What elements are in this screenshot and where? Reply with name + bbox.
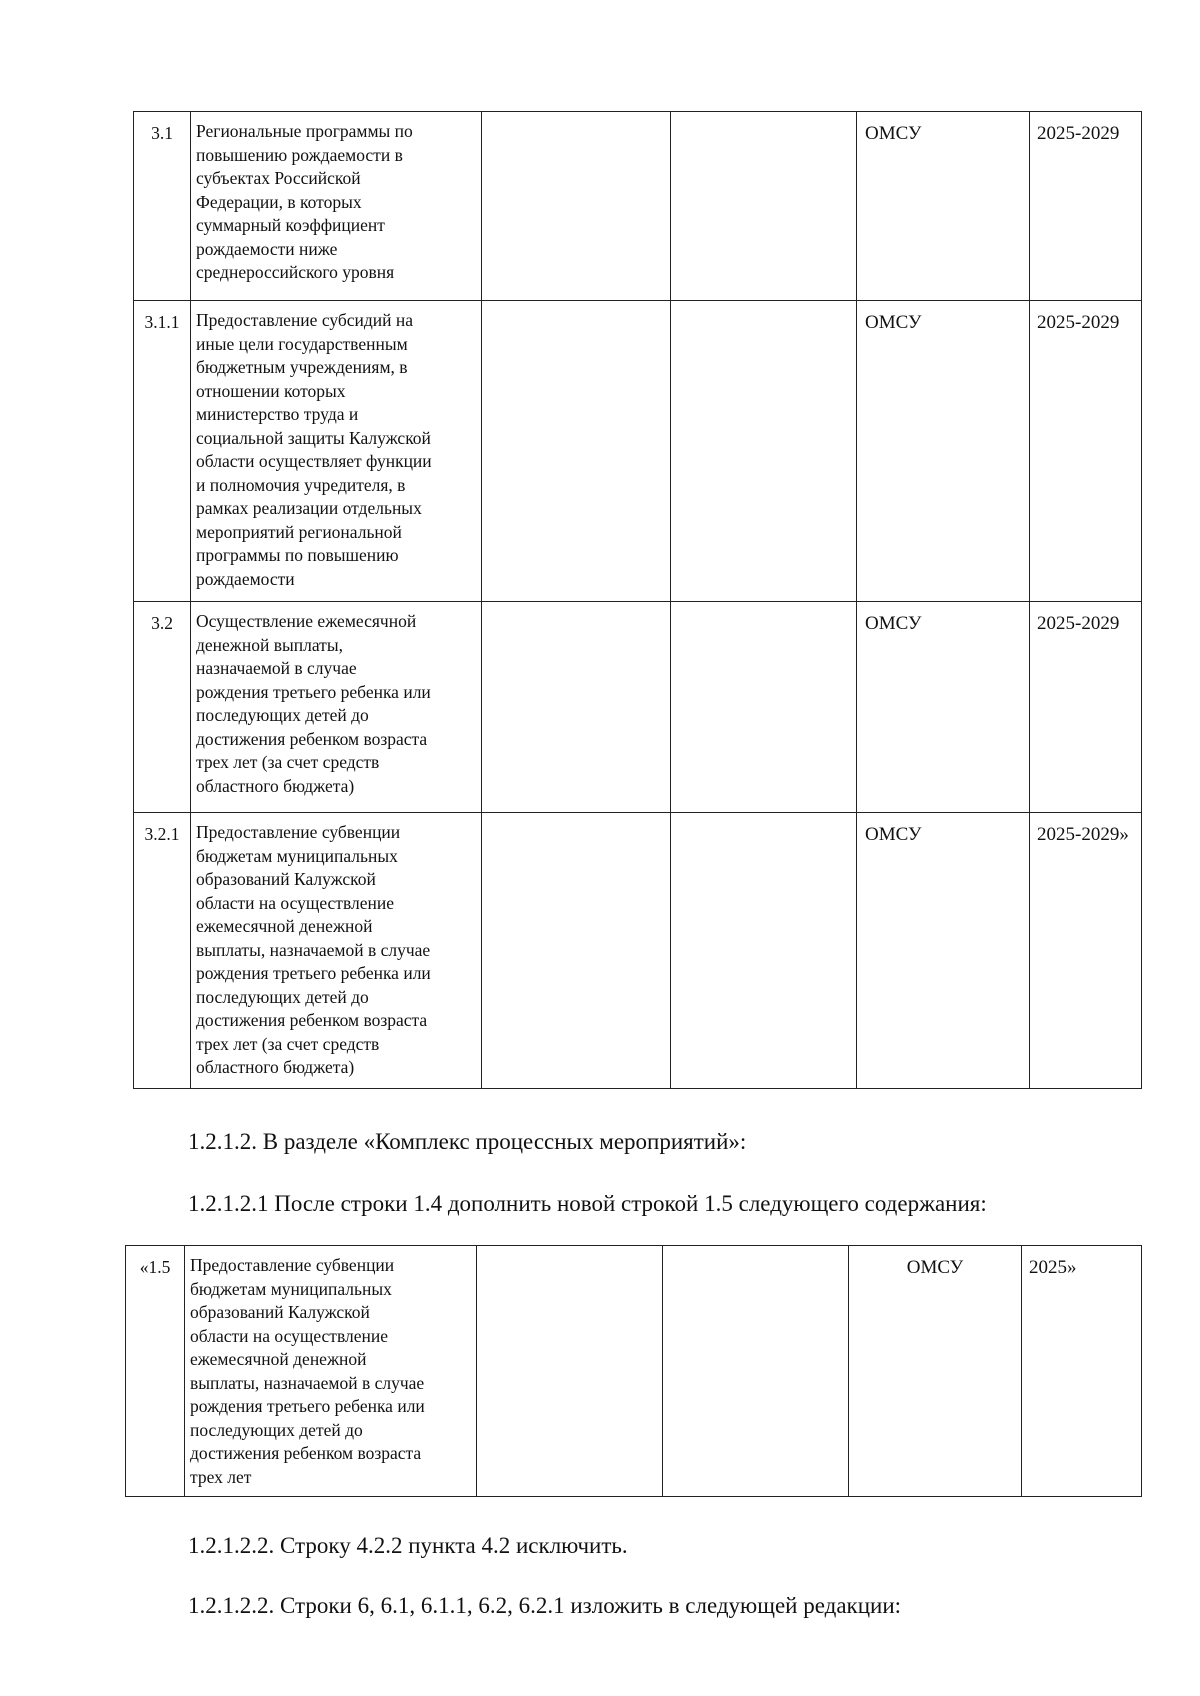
table-continuation xyxy=(133,111,1142,1089)
empty-cell xyxy=(482,813,671,1089)
table-row xyxy=(134,602,1142,813)
row-number: 3.2.1 xyxy=(134,813,191,1089)
table-row xyxy=(126,1246,1142,1497)
row-number: 3.1 xyxy=(134,112,191,301)
empty-cell xyxy=(671,813,857,1089)
row-description: Предоставление субвенции бюджетам муниципальных образований Калужской области на осуществление ежемесячной денежной выплаты, назначаемой в случае рождения третьего ребенка или последующих детей до достижения ребенком возраста трех лет xyxy=(185,1246,477,1497)
empty-cell xyxy=(477,1246,663,1497)
empty-cell xyxy=(671,602,857,813)
row-executor: ОМСУ xyxy=(849,1246,1022,1497)
row-executor: ОМСУ xyxy=(857,813,1030,1089)
row-years: 2025-2029 xyxy=(1030,301,1142,602)
section-paragraph: 1.2.1.2.1 После строки 1.4 дополнить новой строкой 1.5 следующего содержания: xyxy=(188,1191,987,1216)
row-description: Предоставление субсидий на иные цели государственным бюджетным учреждениям, в отношении которых министерство труда и социальной защиты Калужской области осуществляет функции и полномочия учредителя, в рамках реализации отдельных мероприятий региональной программы по повышению рождаемости xyxy=(191,301,482,602)
row-years: 2025-2029» xyxy=(1030,813,1142,1089)
row-description: Региональные программы по повышению рождаемости в субъектах Российской Федерации, в которых суммарный коэффициент рождаемости ниже среднероссийского уровня xyxy=(191,112,482,301)
row-years: 2025» xyxy=(1022,1246,1142,1497)
empty-cell xyxy=(671,301,857,602)
table-new-row xyxy=(125,1245,1142,1497)
row-years: 2025-2029 xyxy=(1030,602,1142,813)
table-row xyxy=(134,813,1142,1089)
section-paragraph: 1.2.1.2.2. Строку 4.2.2 пункта 4.2 исключить. xyxy=(188,1533,628,1558)
empty-cell xyxy=(482,301,671,602)
row-description: Предоставление субвенции бюджетам муниципальных образований Калужской области на осуществление ежемесячной денежной выплаты, назначаемой в случае рождения третьего ребенка или последующих детей до достижения ребенком возраста трех лет (за счет средств областного бюджета) xyxy=(191,813,482,1089)
row-executor: ОМСУ xyxy=(857,602,1030,813)
row-executor: ОМСУ xyxy=(857,301,1030,602)
row-description: Осуществление ежемесячной денежной выплаты, назначаемой в случае рождения третьего ребенка или последующих детей до достижения ребенком возраста трех лет (за счет средств областного бюджета) xyxy=(191,602,482,813)
empty-cell xyxy=(482,112,671,301)
row-executor: ОМСУ xyxy=(857,112,1030,301)
empty-cell xyxy=(671,112,857,301)
section-paragraph: 1.2.1.2.2. Строки 6, 6.1, 6.1.1, 6.2, 6.2.1 изложить в следующей редакции: xyxy=(188,1593,902,1618)
empty-cell xyxy=(663,1246,849,1497)
row-number: «1.5 xyxy=(126,1246,185,1497)
row-number: 3.2 xyxy=(134,602,191,813)
table-row xyxy=(134,112,1142,301)
table-row xyxy=(134,301,1142,602)
section-paragraph: 1.2.1.2. В разделе «Комплекс процессных мероприятий»: xyxy=(188,1129,747,1154)
row-number: 3.1.1 xyxy=(134,301,191,602)
empty-cell xyxy=(482,602,671,813)
row-years: 2025-2029 xyxy=(1030,112,1142,301)
